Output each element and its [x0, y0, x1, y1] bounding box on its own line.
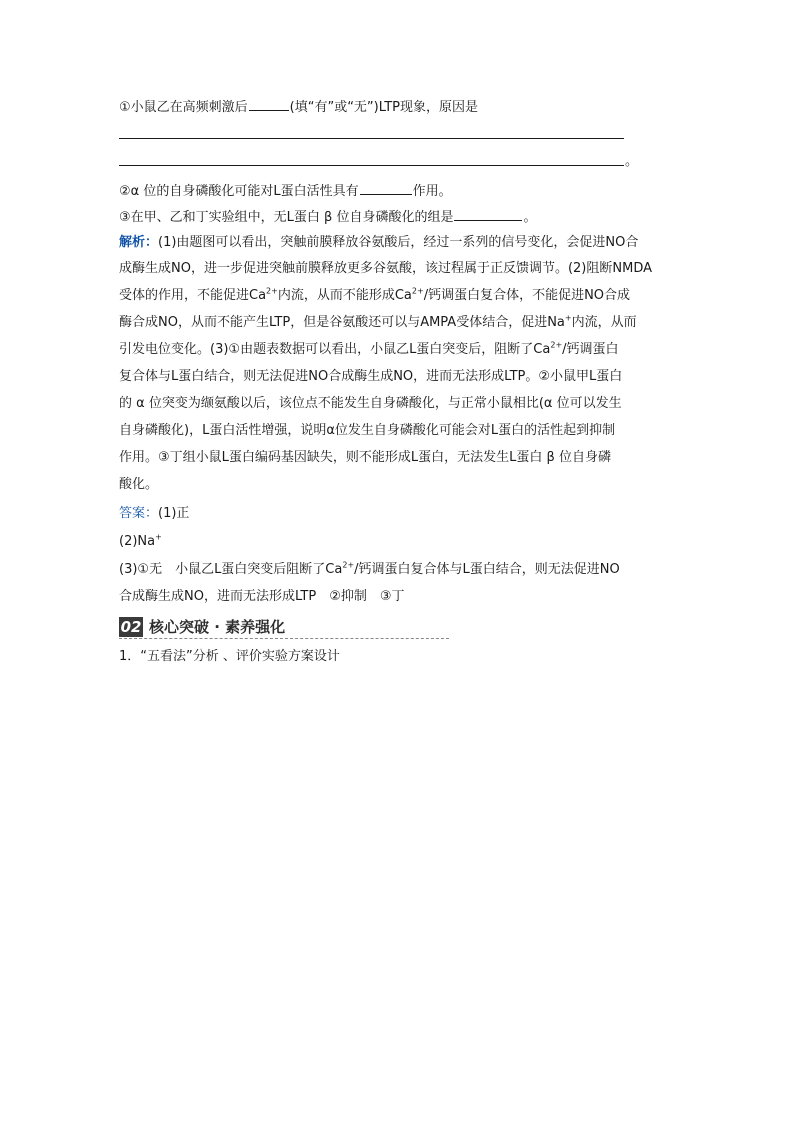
analysis-text: /钙调蛋白: [562, 342, 619, 357]
answer-line-3: [119, 561, 620, 579]
list-item-text: 1．“五看法”分析 、评价实验方案设计: [119, 649, 340, 664]
answer-blank[interactable]: [249, 96, 289, 111]
question-3: [119, 206, 536, 227]
answer-label: 答案：: [119, 506, 159, 521]
answer-line[interactable]: [119, 138, 624, 139]
ion-charge: 2+: [550, 340, 563, 350]
ion-charge: +: [155, 532, 162, 542]
answer-text: (1)正: [158, 506, 190, 521]
analysis-text: 内流，从而: [571, 315, 637, 330]
answer-text: /钙调蛋白复合体与L蛋白结合，则无法促进NO: [354, 562, 620, 577]
analysis-text: 内流，从而不能形成Ca: [277, 288, 412, 303]
answer-period: 。: [625, 154, 639, 169]
question-2: [119, 180, 452, 201]
answer-line-4: [119, 588, 405, 606]
ion-charge: 2+: [266, 286, 278, 296]
answer-blank[interactable]: [360, 180, 412, 195]
analysis-line: [119, 368, 622, 386]
analysis-text: 成酶生成NO，进一步促进突触前膜释放更多谷氨酸，该过程属于正反馈调节。(2)阻断NMDA: [119, 261, 652, 276]
answer-line[interactable]: [119, 165, 624, 166]
section-divider: [119, 638, 449, 639]
answer-blank[interactable]: [454, 206, 522, 221]
answer-text: (3)①无 小鼠乙L蛋白突变后阻断了Ca: [119, 562, 343, 577]
analysis-label: 解析：: [119, 235, 159, 250]
analysis-text: (1)由题图可以看出，突触前膜释放谷氨酸后，经过一系列的信号变化，会促进NO合: [158, 235, 639, 250]
analysis-line: [119, 395, 622, 413]
question-1-text: ①小鼠乙在高频刺激后: [119, 100, 248, 115]
section-title: 核心突破 · 素养强化: [149, 618, 286, 636]
question-1-text-tail: (填“有”或“无”)LTP现象，原因是: [289, 100, 478, 115]
question-3-text: ③在甲、乙和丁实验组中，无L蛋白 β 位自身磷酸化的组是: [119, 210, 454, 225]
analysis-line: [119, 314, 637, 332]
analysis-text: 复合体与L蛋白结合，则无法促进NO合成酶生成NO，进而无法形成LTP。②小鼠甲L蛋白: [119, 369, 623, 384]
answer-line-2: [119, 533, 162, 551]
analysis-text: 受体的作用，不能促进Ca: [119, 288, 267, 303]
analysis-line: [119, 234, 638, 252]
analysis-line: [119, 341, 619, 359]
analysis-line: [119, 260, 652, 278]
analysis-text: 引发电位变化。(3)①由题表数据可以看出，小鼠乙L蛋白突变后，阻断了Ca: [119, 342, 551, 357]
section-number: 02: [120, 618, 142, 636]
analysis-line: [119, 422, 615, 440]
question-2-text: ②α 位的自身磷酸化可能对L蛋白活性具有: [119, 184, 359, 199]
section-heading: [119, 615, 449, 639]
analysis-text: 自身磷酸化)，L蛋白活性增强，说明α位发生自身磷酸化可能会对L蛋白的活性起到抑制: [119, 423, 616, 438]
analysis-line: [119, 287, 630, 305]
analysis-line: [119, 476, 158, 494]
answer-line-1: [119, 505, 189, 523]
analysis-text: 酶合成NO，从而不能产生LTP，但是谷氨酸还可以与AMPA受体结合，促进Na: [119, 315, 565, 330]
analysis-text: 作用。③丁组小鼠L蛋白编码基因缺失，则不能形成L蛋白，无法发生L蛋白 β 位自身磷: [119, 450, 611, 465]
question-3-text-tail: 。: [523, 210, 537, 225]
ion-charge: 2+: [411, 286, 424, 296]
ion-charge: +: [564, 313, 572, 323]
list-item: [119, 648, 340, 666]
analysis-line: [119, 449, 611, 467]
ion-charge: 2+: [342, 560, 355, 570]
analysis-text: 酸化。: [119, 477, 159, 492]
analysis-text: /钙调蛋白复合体，不能促进NO合成: [423, 288, 631, 303]
answer-text: 合成酶生成NO，进而无法形成LTP ②抑制 ③丁: [119, 589, 405, 604]
question-2-text-tail: 作用。: [412, 184, 452, 199]
question-1: [119, 96, 478, 117]
answer-text: (2)Na: [119, 534, 156, 549]
analysis-text: 的 α 位突变为缬氨酸以后，该位点不能发生自身磷酸化，与正常小鼠相比(α 位可以发生: [119, 396, 622, 411]
